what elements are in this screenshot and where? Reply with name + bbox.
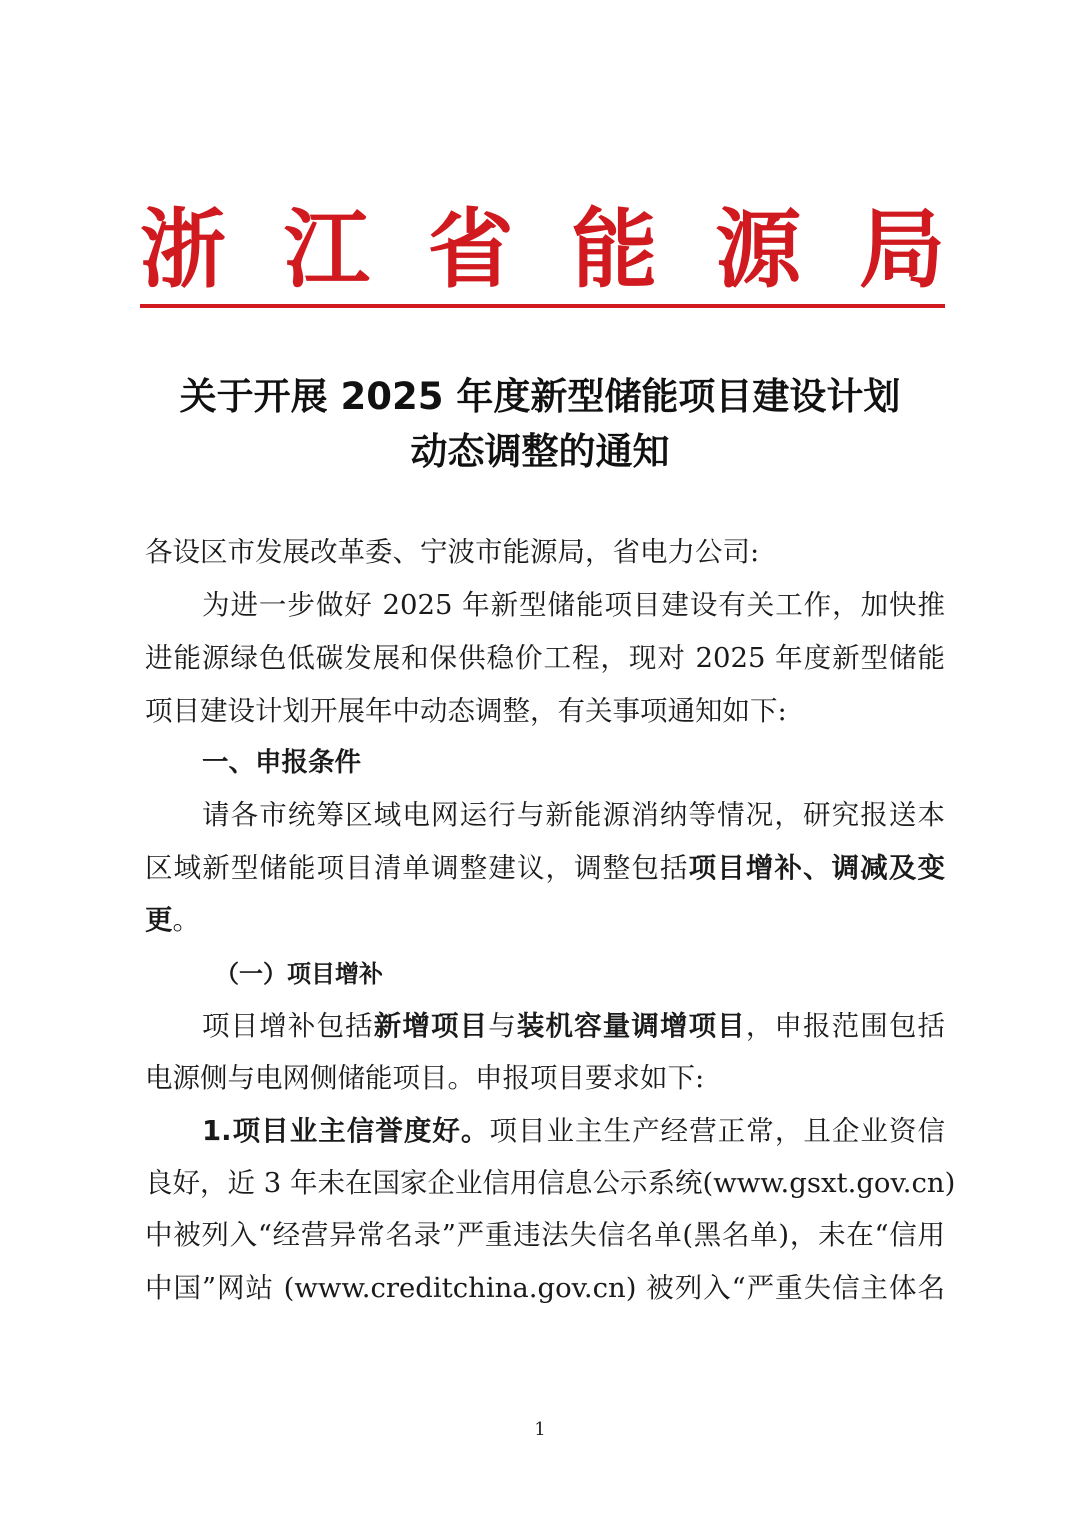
salutation: 各设区市发展改革委、宁波市能源局，省电力公司: [145, 536, 760, 568]
bold-run: 项目增补、调减及变 [688, 852, 945, 884]
bold-run: 新增项目 [373, 1010, 489, 1042]
org-char: 浙 [140, 199, 226, 300]
document-title-line-2: 动态调整的通知 [410, 430, 670, 473]
org-char: 源 [715, 199, 802, 300]
paragraph-line: 电源侧与电网侧储能项目。申报项目要求如下: [145, 1062, 705, 1094]
org-char: 局 [858, 199, 945, 300]
text-run: 区域新型储能项目清单调整建议，调整包括 [145, 852, 689, 884]
section-heading: 一、申报条件 [202, 747, 361, 778]
text-run: ，申报范围包括 [745, 1010, 946, 1042]
org-char: 能 [571, 199, 658, 300]
red-divider [140, 304, 945, 308]
org-char: 省 [427, 199, 514, 300]
bold-run: 1.项目业主信誉度好。 [202, 1115, 490, 1147]
paragraph-line: 请各市统筹区域电网运行与新能源消纳等情况，研究报送本 [202, 799, 945, 831]
paragraph-line: 良好，近 3 年未在国家企业信用信息公示系统(www.gsxt.gov.cn) [145, 1167, 956, 1199]
text-run: 。 [172, 904, 200, 936]
paragraph-line: 中被列入“经营异常名录”严重违法失信名单(黑名单)，未在“信用 [145, 1219, 945, 1251]
bold-run: 更 [145, 904, 173, 936]
bold-run: 装机容量调增项目 [516, 1010, 746, 1042]
paragraph-line [202, 1113, 945, 1149]
subsection-heading: （一）项目增补 [215, 960, 383, 988]
intro-line-1: 为进一步做好 2025 年新型储能项目建设有关工作，加快推 [202, 589, 945, 621]
organization-name [140, 200, 945, 300]
text-run: 项目增补包括 [202, 1010, 374, 1042]
paragraph-line [145, 902, 945, 938]
paragraph-line: 中国”网站 (www.creditchina.gov.cn) 被列入“严重失信主体名 [145, 1272, 945, 1304]
intro-line-3: 项目建设计划开展年中动态调整，有关事项通知如下: [145, 695, 787, 727]
text-run: 项目业主生产经营正常，且企业资信 [489, 1115, 945, 1147]
letterhead [140, 200, 945, 310]
org-char: 江 [283, 199, 370, 300]
document-title-line-1: 关于开展 2025 年度新型储能项目建设计划 [179, 375, 901, 418]
text-run: 与 [488, 1010, 517, 1042]
page-number: 1 [534, 1419, 546, 1440]
paragraph-line [145, 850, 945, 886]
intro-line-2: 进能源绿色低碳发展和保供稳价工程，现对 2025 年度新型储能 [145, 642, 945, 674]
paragraph-line [202, 1008, 945, 1044]
